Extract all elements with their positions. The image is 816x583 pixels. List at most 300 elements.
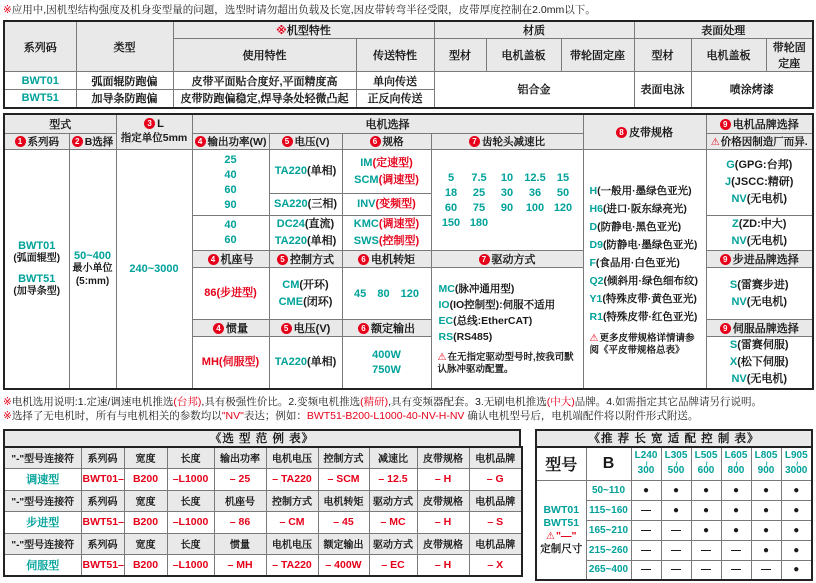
sh-servo-volt-label: 电压(V): [293, 323, 331, 335]
example-header-cell: "-"型号连接符: [4, 533, 81, 554]
compat-row: [536, 480, 812, 500]
voltage-option: [271, 216, 341, 233]
h-belt-spec: [583, 114, 706, 150]
cell-spec-a1: [342, 150, 431, 194]
example-header-cell: "-"型号连接符: [4, 447, 81, 468]
num-1-icon: 1: [15, 136, 26, 147]
item-desc: (定速型): [372, 156, 413, 169]
note-text: 确认电机型号后，电机端配件将以附件形式附送。: [464, 410, 699, 422]
spec-option: [344, 155, 430, 172]
ratio-value: 150: [441, 216, 461, 229]
note-text: ,具有极强性价比。2.变频电机推选: [201, 396, 361, 408]
h-length-sub: 指定单位5mm: [120, 132, 188, 145]
h-type: 类型: [76, 21, 173, 72]
range-part: L605: [724, 450, 748, 462]
item-desc: (单相): [306, 356, 337, 368]
item-code: NV: [731, 235, 747, 247]
item-desc: (雷赛步进): [737, 278, 789, 291]
h-form: 型式: [4, 114, 116, 134]
belt-option: [585, 200, 705, 218]
motor-selection-note: [3, 395, 813, 409]
item-code: SA220: [274, 198, 308, 210]
model-selection-table: [3, 113, 814, 391]
example-header-cell: 电机品牌: [469, 447, 522, 468]
h-output-power: [192, 134, 269, 150]
warning-icon: ⚠: [710, 137, 720, 148]
item-code: H: [589, 184, 598, 197]
item-code: RS: [438, 330, 454, 343]
sh-servo-volt: [269, 320, 342, 337]
h-material: 材质: [434, 21, 634, 39]
brand-option: [708, 174, 812, 191]
num-9-icon: 9: [720, 254, 731, 265]
b-range: 50~400: [73, 250, 111, 262]
ratio-value: 12.5: [524, 171, 546, 184]
item-desc: (防静电·黑色亚光): [597, 220, 682, 233]
compat-table-title: 《推 荐 长 宽 适 配 控 制 表》: [535, 429, 813, 446]
example-header-cell: 额定输出: [318, 533, 369, 554]
h-ratio-label: 齿轮头减速比: [482, 136, 545, 148]
h-brand-price-note: [706, 134, 813, 150]
h-surface: 表面处理: [634, 21, 813, 39]
notes-block: [3, 395, 813, 423]
example-value-cell: – 12.5: [369, 468, 417, 490]
h-use-feature: 使用特性: [173, 39, 356, 72]
compat-length-header: [751, 447, 781, 480]
item-code: H6: [589, 202, 603, 215]
example-value-cell: BWT51–: [81, 554, 124, 576]
ratio-value: [493, 216, 521, 230]
supported-dot: ●: [781, 500, 812, 520]
example-header-cell: 减速比: [369, 447, 417, 468]
drive-option: [433, 313, 582, 329]
model-line: BWT01: [543, 503, 580, 516]
power-value: 40: [224, 219, 237, 231]
item-desc: (三相): [307, 198, 337, 210]
item-code: G: [726, 159, 735, 171]
example-header-cell: 宽度: [124, 447, 167, 468]
item-code: D9: [589, 238, 603, 251]
sh-torque-label: 电机转矩: [371, 254, 415, 266]
ratio-value: 36: [528, 186, 542, 199]
voltage-option: [271, 233, 341, 250]
example-header-cell: 控制方式: [318, 447, 369, 468]
voltage-option: [271, 163, 341, 180]
supported-dot: ●: [721, 520, 751, 540]
h-spec: [342, 134, 431, 150]
num-3-icon: 3: [144, 118, 155, 129]
brand-option: [708, 216, 812, 233]
num-8-icon: 8: [616, 127, 627, 138]
brand-option: [708, 233, 812, 250]
cell-spec-a2: [342, 194, 431, 216]
ratio-value: 30: [500, 186, 514, 199]
item-desc: (IO控制型):伺服不适用: [449, 298, 556, 311]
item-code: S: [729, 278, 738, 291]
supported-dot: ●: [781, 520, 812, 540]
belt-option: [585, 218, 705, 236]
item-desc: (ZD:中大): [738, 218, 787, 230]
note-brand: (中大): [546, 396, 575, 408]
sh-control: [269, 251, 342, 268]
example-table-title: 《选 型 范 例 表》: [3, 429, 521, 446]
supported-dot: ●: [691, 520, 721, 540]
not-available-dash: —: [691, 560, 721, 580]
h-motor-brand: [706, 114, 813, 134]
item-code: X: [729, 356, 738, 368]
supported-dot: ●: [781, 560, 812, 580]
h-feat-label: 机型特性: [286, 25, 331, 37]
not-available-dash: —: [631, 520, 661, 540]
example-header-cell: 驱动方式: [369, 490, 417, 511]
compat-length-header: [781, 447, 812, 480]
sh-rated-output: [342, 320, 431, 337]
spec-option: [344, 196, 430, 213]
item-code: IM: [360, 156, 373, 169]
example-value-cell: B200: [124, 511, 167, 533]
item-code: R1: [589, 310, 603, 323]
series-code: BWT51: [18, 273, 56, 285]
cell-drive-modes: [431, 268, 583, 390]
compat-length-header: [691, 447, 721, 480]
h-series-code: 系列码: [4, 21, 76, 72]
supported-dot: ●: [661, 480, 691, 500]
not-available-dash: —: [631, 560, 661, 580]
example-value-cell: – 25: [214, 468, 266, 490]
supported-dot: ●: [751, 540, 781, 560]
item-code: TA220: [274, 165, 307, 177]
item-code: CME: [278, 295, 304, 308]
range-part: 500: [667, 465, 685, 477]
ratio-value: 60: [444, 201, 458, 214]
item-code: F: [589, 256, 596, 269]
item-desc: (闭环): [303, 295, 333, 308]
ratio-value: 18: [444, 186, 458, 199]
example-header-row: [4, 447, 522, 468]
example-header-cell: 宽度: [124, 533, 167, 554]
drive-option: [433, 281, 582, 297]
belt-option: [585, 236, 705, 254]
belt-option: [585, 290, 705, 308]
model-line: 定制尺寸: [540, 542, 583, 555]
example-header-cell: 宽度: [124, 490, 167, 511]
note-text: 电机选用说明:1.定速/调速电机推选: [11, 396, 174, 408]
example-header-cell: 电机电压: [266, 533, 318, 554]
h-gear-ratio: [431, 134, 583, 150]
belt-note-text: 更多皮带规格详情请参阅《平皮带规格总表》: [589, 332, 695, 356]
num-7-icon: 7: [469, 136, 480, 147]
compat-model-cell: [536, 480, 586, 580]
h-model: 型号: [536, 447, 586, 480]
item-code: CM: [282, 278, 300, 291]
example-header-cell: 输出功率: [214, 447, 266, 468]
h-brand-label: 电机品牌选择: [732, 118, 799, 131]
example-header-cell: 驱动方式: [369, 533, 417, 554]
range-part: ~: [641, 461, 651, 467]
item-desc: (特殊皮带·红色亚光): [602, 310, 698, 323]
item-desc: (脉冲通用型): [454, 282, 515, 295]
series-header-row-1: [4, 21, 813, 39]
cell-volt-a1: [269, 150, 342, 194]
example-value-cell: – 86: [214, 511, 266, 533]
item-code: SCM: [354, 173, 379, 186]
example-value-cell: B200: [124, 468, 167, 490]
power-value: 40: [224, 168, 237, 181]
example-value-cell: BWT51–: [81, 511, 124, 533]
not-available-dash: —: [691, 540, 721, 560]
ref-mark-icon: ※: [3, 410, 12, 422]
series-use: 皮带平面贴合度好,平面精度高: [173, 72, 356, 90]
not-available-dash: —: [661, 540, 691, 560]
sh-frame-size: [192, 251, 269, 268]
supported-dot: ●: [781, 480, 812, 500]
example-header-cell: 电机转矩: [318, 490, 369, 511]
row-ac-motor-1: [4, 150, 813, 194]
sh-servo-brand: [706, 320, 813, 337]
example-value-cell: – CM: [266, 511, 318, 533]
num-5-icon: 5: [281, 323, 292, 334]
num-2-icon: 2: [72, 136, 83, 147]
item-code: IO: [438, 298, 450, 311]
example-header-cell: 惯量: [214, 533, 266, 554]
item-desc: (RS485): [453, 330, 493, 343]
num-6-icon: 6: [358, 323, 369, 334]
item-desc: (控制型): [378, 235, 420, 247]
example-header-cell: 长度: [167, 533, 214, 554]
sh-control-label: 控制方式: [290, 254, 334, 266]
example-header-cell: 皮带规格: [417, 533, 469, 554]
example-header-row: [4, 490, 522, 511]
item-code: SWS: [353, 235, 379, 247]
h-pulley-mount-2: 带轮固定座: [766, 39, 813, 72]
cell-servo-inertia: [192, 337, 269, 390]
item-desc: (单相): [306, 165, 337, 177]
supported-dot: ●: [751, 520, 781, 540]
not-available-dash: —: [661, 520, 691, 540]
example-header-cell: 皮带规格: [417, 447, 469, 468]
item-code: EC: [438, 314, 454, 327]
length-width-compat-table: [535, 446, 813, 581]
drive-note: [433, 352, 582, 376]
example-value-cell: – S: [469, 511, 522, 533]
range-part: ~: [731, 461, 741, 467]
item-code: 86: [204, 287, 217, 299]
example-value-cell: – X: [469, 554, 522, 576]
example-value-cell: – G: [469, 468, 522, 490]
item-code: NV: [731, 295, 747, 308]
item-desc: (无电机): [746, 235, 788, 247]
example-value-row: [4, 468, 522, 490]
item-code: D: [589, 220, 598, 233]
belt-note: [585, 333, 705, 357]
num-4-icon: 4: [213, 323, 224, 334]
cell-stepper-control: [269, 268, 342, 320]
item-desc: (防静电·墨绿色亚光): [602, 238, 698, 251]
example-value-cell: – H: [417, 511, 469, 533]
num-4-icon: 4: [195, 136, 206, 147]
item-desc: (GPG:台邦): [734, 159, 793, 171]
item-code: MC: [438, 282, 455, 295]
not-available-dash: —: [721, 540, 751, 560]
note-text: 品牌。4.如需指定其它品牌请另行说明。: [574, 396, 763, 408]
cell-servo-volt: [269, 337, 342, 390]
ref-mark-icon: ※: [276, 25, 287, 37]
supported-dot: ●: [691, 480, 721, 500]
item-desc: (直流): [304, 218, 335, 230]
cell-belt-specs: [583, 150, 706, 390]
example-value-cell: – EC: [369, 554, 417, 576]
range-part: ~: [671, 461, 681, 467]
ratio-value: 25: [472, 186, 486, 199]
example-value-cell: – H: [417, 468, 469, 490]
output-value: 400W: [372, 348, 401, 361]
supported-dot: ●: [661, 500, 691, 520]
range-part: L240: [634, 450, 658, 462]
example-header-cell: 电机品牌: [469, 533, 522, 554]
b-range-cell: 265~400: [586, 560, 631, 580]
ratio-value: [549, 216, 577, 230]
supported-dot: ●: [721, 480, 751, 500]
example-value-cell: – MH: [214, 554, 266, 576]
selection-example-table: [3, 446, 523, 577]
example-value-cell: –L1000: [167, 554, 214, 576]
compat-length-header: [661, 447, 691, 480]
cell-volt-b: [269, 216, 342, 251]
series-code: BWT51: [4, 90, 76, 108]
sh-inertia-label: 惯量: [226, 323, 248, 335]
example-header-cell: 电机电压: [266, 447, 318, 468]
ratio-value: 50: [556, 186, 570, 199]
range-part: ~: [761, 461, 771, 467]
example-header-cell: 系列码: [81, 490, 124, 511]
h-b-select: [69, 134, 116, 150]
note-nv: "NV": [221, 410, 244, 422]
compat-length-header: [721, 447, 751, 480]
ratio-value: 7.5: [471, 171, 487, 184]
surface-profile-value: 表面电泳: [634, 72, 691, 108]
b-unit: 最小单位: [72, 263, 113, 274]
range-part: L905: [784, 450, 808, 462]
item-desc: (调速型): [378, 173, 419, 186]
series-code: BWT01: [18, 240, 56, 252]
power-value: 90: [224, 198, 237, 211]
no-motor-note: [3, 409, 813, 423]
range-part: 300: [637, 465, 655, 477]
h-machine-features: [173, 21, 434, 39]
series-desc: (弧面辊型): [13, 253, 61, 264]
note-brand: (精研): [360, 396, 389, 408]
range-part: 800: [727, 465, 745, 477]
b-unit-2: (5:mm): [75, 276, 110, 287]
sh-inertia: [192, 320, 269, 337]
output-value: 750W: [372, 363, 401, 376]
example-value-cell: – TA220: [266, 554, 318, 576]
frame-option: [194, 285, 268, 302]
range-part: L505: [694, 450, 718, 462]
cell-l-range: 240~3000: [116, 150, 192, 390]
cell-power-b: [192, 216, 269, 251]
sh-drive-label: 驱动方式: [491, 254, 536, 266]
ref-mark-icon: ※: [3, 396, 12, 408]
series-use: 皮带防跑偏稳定,焊导条处轻微凸起: [173, 90, 356, 108]
item-code: J: [725, 176, 732, 188]
example-value-cell: –L1000: [167, 468, 214, 490]
cell-servo-output: [342, 337, 431, 390]
h-b-label: B选择: [84, 136, 114, 148]
item-desc: (进口·阪东绿亮光): [602, 202, 687, 215]
h-motor-cover-2: 电机盖板: [691, 39, 766, 72]
example-table-wrap: [3, 429, 523, 581]
not-available-dash: —: [631, 500, 661, 520]
item-desc: (变频型): [375, 198, 416, 210]
num-5-icon: 5: [282, 136, 293, 147]
supported-dot: ●: [751, 480, 781, 500]
item-desc: (无电机): [746, 193, 788, 205]
b-range-cell: 115~160: [586, 500, 631, 520]
range-part: 900: [757, 465, 775, 477]
h-volt-label: 电压(V): [294, 136, 330, 148]
cell-b-range: [69, 150, 116, 390]
series-desc: (加导条型): [13, 286, 61, 297]
h-motor-cover: 电机盖板: [486, 39, 561, 72]
range-part: L305: [664, 450, 688, 462]
cell-brand-ac: [706, 150, 813, 216]
example-value-cell: BWT01–: [81, 468, 124, 490]
sh-drive: [431, 251, 583, 268]
item-code: TA220: [274, 235, 307, 247]
model-line: BWT51: [543, 516, 580, 529]
brand-option: [708, 294, 812, 311]
sh-frame-label: 机座号: [220, 254, 254, 266]
h-length: [116, 114, 192, 150]
example-type-label: 调速型: [4, 468, 81, 490]
ratio-grid: [437, 171, 577, 230]
range-part: 3000: [785, 465, 808, 477]
not-available-dash: —: [751, 560, 781, 580]
sel-header-row-1: [4, 114, 813, 134]
item-code: MH: [201, 356, 219, 368]
supported-dot: ●: [691, 500, 721, 520]
h-length-top: [118, 118, 191, 130]
bottom-tables: [3, 429, 813, 581]
cell-brand-brushless: [706, 216, 813, 251]
num-9-icon: 9: [720, 323, 731, 334]
belt-list: [585, 182, 705, 326]
h-series-label: 系列码: [27, 136, 59, 148]
power-value: 25: [224, 153, 237, 166]
custom-dash-mark: "—": [556, 529, 577, 542]
range-part: ~: [701, 461, 711, 467]
h-belt-label: 皮带规格: [629, 126, 673, 139]
example-header-row: [4, 533, 522, 554]
example-value-cell: –L1000: [167, 511, 214, 533]
item-desc: (雷赛伺服): [737, 339, 789, 351]
top-usage-note: [3, 2, 813, 20]
item-code: KMC: [353, 218, 379, 230]
h-series-code: [4, 134, 69, 150]
item-code: NV: [731, 193, 747, 205]
inertia-option: [194, 354, 268, 371]
example-value-row: [4, 554, 522, 576]
cell-stepper-frame: [192, 268, 269, 320]
num-7-icon: 7: [479, 254, 490, 265]
h-pulley-mount: 带轮固定座: [561, 39, 634, 72]
series-code: BWT01: [4, 72, 76, 90]
brand-option: [708, 277, 812, 294]
cell-brand-stepper: [706, 268, 813, 320]
h-profile: 型材: [434, 39, 486, 72]
ratio-value: 15: [556, 171, 570, 184]
